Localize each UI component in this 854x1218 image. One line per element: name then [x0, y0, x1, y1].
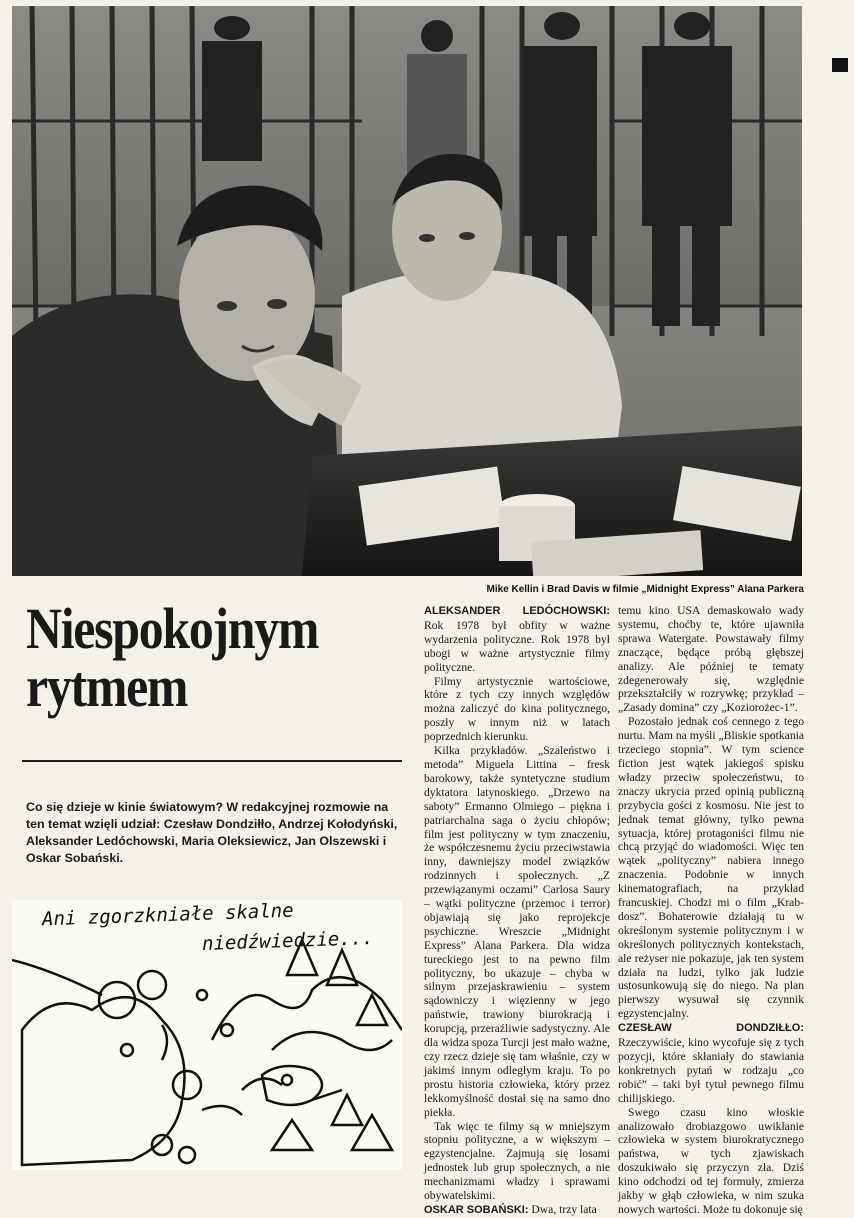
paragraph — [618, 715, 804, 1021]
article-column-2 — [424, 604, 610, 1218]
paragraph-text: Rok 1978 był obfity w ważne wydarzenia polityczne. Rok 1978 był ubogi w ważne artystycznie filmy polityczne. — [424, 618, 610, 674]
paragraph-text: Pozostało jednak coś cennego z tego nurtu. Mam na myśli „Bliskie spotkania trzeciego stopnia”. W tym science fiction jest wątek jakiegoś spisku władzy przeciw społeczeństwu, to znaczy ukrycia przed opinią publiczną przybycia gości z kosmosu. Nie jest to jednak temat główny, tylko pewna sytuacja, której protagoniści filmu nie chcą przyjąć do wiadomości. Więc ten wątek „polityczny” nabiera innego znaczenia. Podobnie w innych kinematografiach, na przykład francuskiej. Chodzi mi o film „Krab-dosz”. Bohaterowie działają tu w określonym systemie politycznym i w określonych politycznych kontekstach, ale reżyser nie pokazuje, jak ten system działa na ludzi, tylko jak ludzie ustosunkowują się do niego. Na plan pierwszy wysuwał się czynnik egzystencjalny. — [618, 715, 804, 1021]
cartoon-caption-line-2: niedźwiedzie... — [201, 927, 374, 955]
speaker-name: CZESŁAW DONDZIŁŁO: — [618, 1022, 804, 1035]
article-lead: Co się dzieje w kinie światowym? W redakcyjnej rozmowie na ten temat wzięli udział: Czesław Dondziłło, Andrzej Kołodyński, Aleksander Ledóchowski, Maria Oleksiewicz, Jan Olszewski i Oskar Sobański. — [26, 800, 398, 865]
paragraph — [424, 1120, 610, 1203]
article-column-3 — [618, 604, 804, 1217]
photo-caption: Mike Kellin i Brad Davis w filmie „Midnight Express” Alana Parkera — [486, 584, 804, 595]
paragraph-text: Filmy artystycznie wartościowe, które z tych czy innych względów można zaliczyć do kina politycznego, poszły w innym niż w latach poprzednich kierunku. — [424, 674, 610, 744]
speaker-name: OSKAR SOBAŃSKI: — [424, 1203, 529, 1216]
title-line-2: rytmem — [26, 654, 188, 719]
paragraph-text: Dwa, trzy lata — [531, 1202, 597, 1216]
paragraph — [618, 1021, 804, 1105]
paragraph — [618, 1106, 804, 1217]
paragraph — [618, 604, 804, 715]
paragraph-text: Rzeczywiście, kino wycofuje się z tych pozycji, które skłaniały do stawiania konkretnych pytań w rodzaju „co robić” – taki był tytuł pewnego filmu chilijskiego. — [618, 1036, 804, 1105]
prison-scene-illustration — [12, 6, 802, 576]
cartoon-illustration — [12, 900, 402, 1170]
page-edge-marker — [832, 58, 848, 72]
paragraph — [424, 604, 610, 675]
paragraph — [424, 675, 610, 745]
paragraph-text: Tak więc te filmy są w mniejszym stopniu polityczne, a w większym – egzystencjalne. Zajmują się losami jednostek lub grup społecznych, a nie mechanizmami władzy i sprawami obywatelskimi. — [424, 1119, 610, 1203]
paragraph — [424, 744, 610, 1119]
paragraph-text: temu kino USA demaskowało wady systemu, choćby te, które ujawniła sprawa Watergate. Powstawały filmy znaczące, będące próbą głębszej analizy. Ale później te tematy zdegenerowały się, względnie przekształciły w rozrywkę; przykład – „Zasady domina” czy „Koziorożec-1”. — [618, 604, 804, 715]
paragraph-text: Kilka przykładów. „Szaleństwo i metoda” Miguela Littina – fresk barokowy, także syntetyczne studium dyktatora latynoskiego. „Drzewo na saboty” Ermanno Olmiego – piękna i patriarchalna saga o życiu chłopów; film jest polityczny w tym znaczeniu, że współczesnemu życiu przeciwstawia inny, dawniejszy model związków rodzinnych i społecznych. „Z przewiązanymi oczami” Carlosa Saury – wątki polityczne (przemoc i terror) objawiają się jako reprojekcje psychiczne. Wreszcie „Midnight Express” Alana Parkera. Dla widza tureckiego jest to na pewno film polityczny, bo ukazuje – chyba w silnym przejaskrawieniu – system sądowniczy i więzienny w jego państwie, trawiony biurokracją i korupcją, przeraźliwie sadystyczny. Ale dla widza spoza Turcji jest mało ważne, czy rzecz dzieje się tam właśnie, czy w jakimś innym odległym kraju. To po prostu historia człowieka, który przez lekkomyślność dostał się na samo dno piekła. — [424, 744, 610, 1119]
paragraph — [424, 1203, 610, 1218]
title-divider — [22, 760, 402, 762]
title-line-1: Niespokojnym — [26, 596, 319, 661]
speaker-name: ALEKSANDER LEDÓCHOWSKI: — [424, 605, 610, 617]
article-title — [26, 596, 353, 719]
cartoon-caption-line-1: Ani zgorzkniałe skalne — [41, 900, 294, 931]
paragraph-text: Swego czasu kino włoskie analizowało drobiazgowo uwikłanie człowieka w system biurokratycznego państwa, w tych zjawiskach doszukiwało się przyczyn zła. Dziś kino odchodzi od tej formuły, zmierza jakby w głąb człowieka, w nim szuka nowych wartości. Może tu dokonuje się — [618, 1105, 804, 1216]
film-still-photo — [12, 6, 802, 576]
